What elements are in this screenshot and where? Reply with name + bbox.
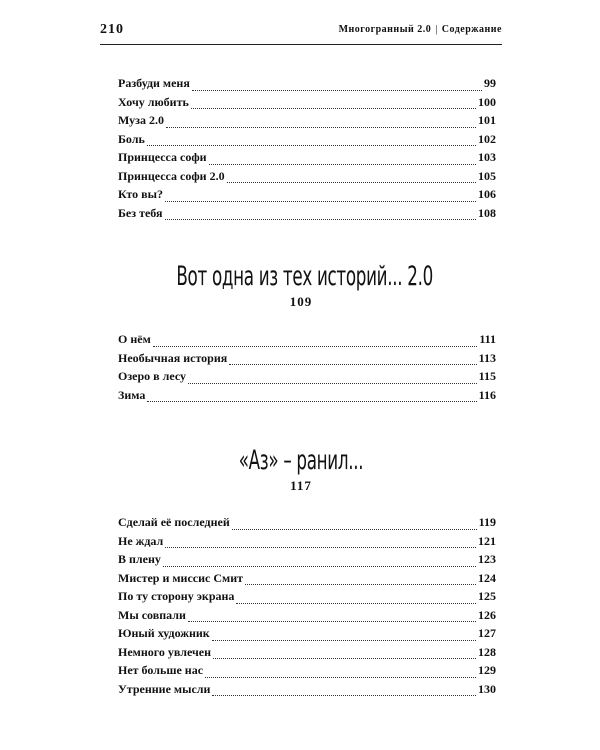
toc-entry-page: 130	[478, 681, 496, 696]
toc-entry	[118, 150, 496, 169]
toc-entry	[118, 626, 496, 645]
toc-entry-title: Принцесса софи 2.0	[118, 168, 225, 183]
toc-entry-title: Мы совпали	[118, 607, 186, 622]
toc-entry-title: Кто вы?	[118, 187, 163, 201]
toc-entry-page: 115	[478, 369, 496, 383]
toc-entry-title: Сделай её последней	[118, 515, 230, 529]
toc-entry	[118, 95, 496, 114]
section-title: Вот одна из тех историй... 2.0	[176, 261, 433, 292]
toc-entry-page: 126	[478, 607, 496, 622]
toc-entry-page: 128	[478, 644, 496, 659]
toc-entry	[118, 663, 496, 682]
dot-leader	[147, 144, 476, 146]
section-page-number: 109	[289, 294, 313, 309]
toc-entry	[118, 187, 496, 206]
toc-entry-title: Разбуди меня	[118, 76, 190, 90]
toc-entry-page: 99	[484, 76, 496, 90]
toc-entry-page: 100	[478, 94, 496, 109]
toc-entry-title: В плену	[118, 552, 161, 566]
toc-entry-page: 129	[478, 663, 496, 677]
toc-entry	[118, 351, 496, 370]
toc-entry	[118, 608, 496, 627]
toc-entry-page: 106	[478, 187, 496, 201]
toc-entry	[118, 388, 496, 407]
dot-leader	[209, 163, 476, 165]
toc-entry-page: 119	[478, 515, 496, 529]
dot-leader	[188, 382, 477, 384]
dot-leader	[166, 126, 476, 128]
dot-leader	[165, 218, 477, 220]
section-name: Содержание	[441, 24, 502, 35]
toc-entry-page: 101	[478, 113, 496, 127]
toc-entry	[118, 369, 496, 388]
book-title: Многогранный 2.0	[338, 24, 432, 35]
toc-entry-title: Зима	[118, 387, 146, 402]
section-heading-2	[100, 444, 502, 494]
toc-entry	[118, 169, 496, 188]
toc-entry	[118, 515, 496, 534]
toc-entry-title: Юный художник	[118, 626, 210, 640]
dot-leader	[205, 676, 476, 678]
toc-entry-title: Не ждал	[118, 533, 164, 548]
toc-entry-title: Необычная история	[118, 350, 228, 365]
running-header	[100, 22, 502, 45]
toc-group-1	[118, 76, 496, 224]
dot-leader	[191, 107, 476, 109]
page-number: 210	[100, 22, 124, 37]
toc-entry	[118, 682, 496, 701]
toc-group-3	[118, 515, 496, 700]
toc-entry	[118, 113, 496, 132]
toc-entry	[118, 332, 496, 351]
toc-entry	[118, 589, 496, 608]
dot-leader	[165, 546, 476, 548]
toc-entry-title: Нет больше нас	[118, 663, 204, 677]
toc-entry-page: 121	[478, 533, 496, 548]
dot-leader	[229, 363, 476, 365]
toc-group-2	[118, 332, 496, 406]
section-heading-1	[100, 260, 502, 310]
toc-entry-page: 111	[479, 332, 496, 346]
dot-leader	[165, 200, 476, 202]
toc-entry-title: Утренние мысли	[118, 681, 211, 696]
dot-leader	[227, 181, 476, 183]
toc-entry-page: 103	[478, 150, 496, 164]
toc-entry-title: Мистер и миссис Смит	[118, 570, 244, 585]
dot-leader	[212, 639, 476, 641]
toc-entry-page: 116	[478, 387, 496, 402]
dot-leader	[245, 583, 476, 585]
toc-entry	[118, 571, 496, 590]
toc-entry-page: 125	[478, 589, 496, 603]
toc-entry-page: 113	[478, 350, 496, 365]
dot-leader	[192, 89, 482, 91]
header-title	[339, 24, 502, 35]
toc-entry-title: Принцесса софи	[118, 150, 207, 164]
toc-entry	[118, 132, 496, 151]
dot-leader	[236, 602, 476, 604]
toc-entry-page: 108	[478, 205, 496, 220]
dot-leader	[153, 345, 478, 347]
dot-leader	[163, 565, 476, 567]
dot-leader	[212, 694, 476, 696]
toc-entry-title: Озеро в лесу	[118, 369, 187, 383]
toc-entry	[118, 534, 496, 553]
toc-entry-page: 127	[478, 626, 496, 640]
toc-entry	[118, 552, 496, 571]
dot-leader	[147, 400, 476, 402]
toc-entry-title: О нём	[118, 332, 151, 346]
toc-entry	[118, 206, 496, 225]
toc-entry-title: Муза 2.0	[118, 113, 164, 127]
dot-leader	[188, 620, 476, 622]
toc-entry-title: Немного увлечен	[118, 644, 211, 659]
toc-entry-page: 105	[478, 168, 496, 183]
toc-entry-page: 123	[478, 552, 496, 566]
section-title: «Аз» – ранил...	[238, 445, 364, 476]
header-separator: |	[435, 24, 438, 35]
dot-leader	[213, 657, 476, 659]
toc-entry-title: По ту сторону экрана	[118, 589, 235, 603]
section-page-number: 117	[290, 478, 312, 493]
toc-entry	[118, 76, 496, 95]
toc-entry-page: 124	[478, 570, 496, 585]
toc-entry-title: Без тебя	[118, 205, 163, 220]
toc-entry	[118, 645, 496, 664]
toc-entry-title: Боль	[118, 131, 145, 146]
dot-leader	[232, 528, 477, 530]
toc-entry-page: 102	[478, 131, 496, 146]
toc-entry-title: Хочу любить	[118, 94, 189, 109]
